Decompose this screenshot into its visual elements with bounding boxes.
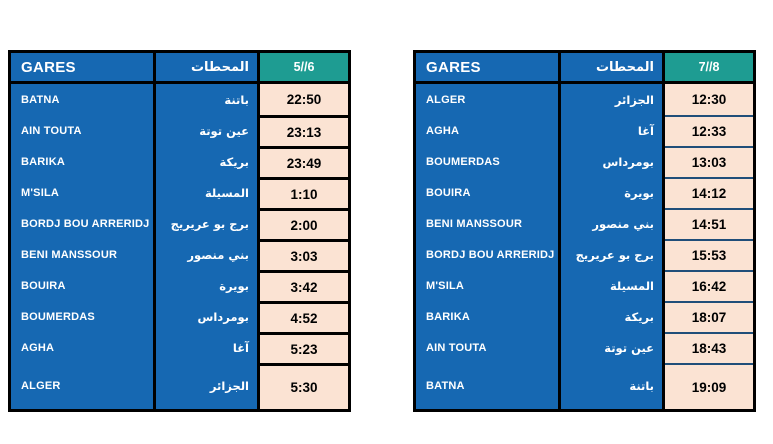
station-name-ar: برج بو عريريج: [170, 216, 249, 231]
station-name-fr: BOUMERDAS: [426, 155, 500, 168]
station-name-ar: باتنة: [224, 92, 249, 107]
station-name-ar: بريكة: [624, 309, 654, 324]
departure-time: 22:50: [260, 84, 348, 115]
station-name-ar: آغا: [637, 123, 654, 138]
departure-time: 15:53: [665, 239, 753, 270]
departure-time: 18:43: [665, 332, 753, 363]
train-number-header: 7//8: [665, 53, 753, 84]
departure-time: 2:00: [260, 208, 348, 239]
column-header-gares: GARES: [11, 53, 153, 84]
station-name-fr: BARIKA: [21, 155, 65, 168]
station-name-ar: المسيلة: [609, 278, 654, 293]
station-name-fr: BARIKA: [426, 310, 470, 323]
station-name-ar: آغا: [232, 340, 249, 355]
column-header-gares: GARES: [416, 53, 558, 84]
station-name-fr: BOUMERDAS: [21, 310, 95, 323]
departure-time: 13:03: [665, 146, 753, 177]
station-name-fr: BORDJ BOU ARRERIDJ: [21, 217, 150, 230]
departure-time: 5:30: [260, 363, 348, 409]
station-name-ar: المسيلة: [204, 185, 249, 200]
station-name-fr: ALGER: [426, 93, 466, 106]
departure-time: 12:30: [665, 84, 753, 115]
station-name-ar: بني منصور: [592, 216, 654, 231]
station-name-fr: M'SILA: [426, 279, 465, 292]
departure-time: 18:07: [665, 301, 753, 332]
station-name-fr: BENI MANSSOUR: [426, 217, 523, 230]
station-name-ar: بومرداس: [602, 154, 654, 169]
station-name-fr: BENI MANSSOUR: [21, 248, 118, 261]
station-name-ar: بويرة: [624, 185, 654, 200]
column-gares: [416, 53, 558, 409]
column-times: [260, 53, 348, 409]
station-name-fr: BATNA: [426, 380, 465, 392]
station-name-fr: BOUIRA: [21, 279, 66, 292]
departure-time: 14:12: [665, 177, 753, 208]
station-name-ar: بريكة: [219, 154, 249, 169]
departure-time: 14:51: [665, 208, 753, 239]
departure-time: 12:33: [665, 115, 753, 146]
departure-time: 1:10: [260, 177, 348, 208]
departure-time: 19:09: [665, 363, 753, 409]
station-name-fr: BOUIRA: [426, 186, 471, 199]
departure-time: 16:42: [665, 270, 753, 301]
departure-time: 4:52: [260, 301, 348, 332]
station-name-fr: AGHA: [21, 341, 55, 354]
column-stations-arabic: [558, 53, 665, 409]
station-name-fr: AIN TOUTA: [21, 124, 82, 137]
column-times: [665, 53, 753, 409]
station-name-ar: الجزائر: [209, 379, 249, 393]
departure-time: 23:49: [260, 146, 348, 177]
column-stations-arabic: [153, 53, 260, 409]
timetable-train-7-8: [413, 50, 756, 412]
station-name-ar: بويرة: [219, 278, 249, 293]
station-name-ar: باتنة: [629, 379, 654, 393]
station-name-ar: الجزائر: [614, 92, 654, 107]
column-gares: [11, 53, 153, 409]
train-number-header: 5//6: [260, 53, 348, 84]
column-header-stations-arabic: المحطات: [156, 53, 257, 84]
station-name-fr: BORDJ BOU ARRERIDJ: [426, 248, 555, 261]
departure-time: 3:42: [260, 270, 348, 301]
column-header-stations-arabic: المحطات: [561, 53, 662, 84]
station-name-fr: M'SILA: [21, 186, 60, 199]
station-name-fr: ALGER: [21, 380, 61, 392]
station-name-ar: برج بو عريريج: [575, 247, 654, 262]
timetable-train-5-6: [8, 50, 351, 412]
station-name-ar: بني منصور: [187, 247, 249, 262]
departure-time: 3:03: [260, 239, 348, 270]
station-name-ar: عين توتة: [604, 340, 654, 355]
station-name-ar: بومرداس: [197, 309, 249, 324]
station-name-fr: BATNA: [21, 93, 60, 106]
station-name-ar: عين توتة: [199, 123, 249, 138]
departure-time: 23:13: [260, 115, 348, 146]
departure-time: 5:23: [260, 332, 348, 363]
station-name-fr: AGHA: [426, 124, 460, 137]
station-name-fr: AIN TOUTA: [426, 341, 487, 354]
